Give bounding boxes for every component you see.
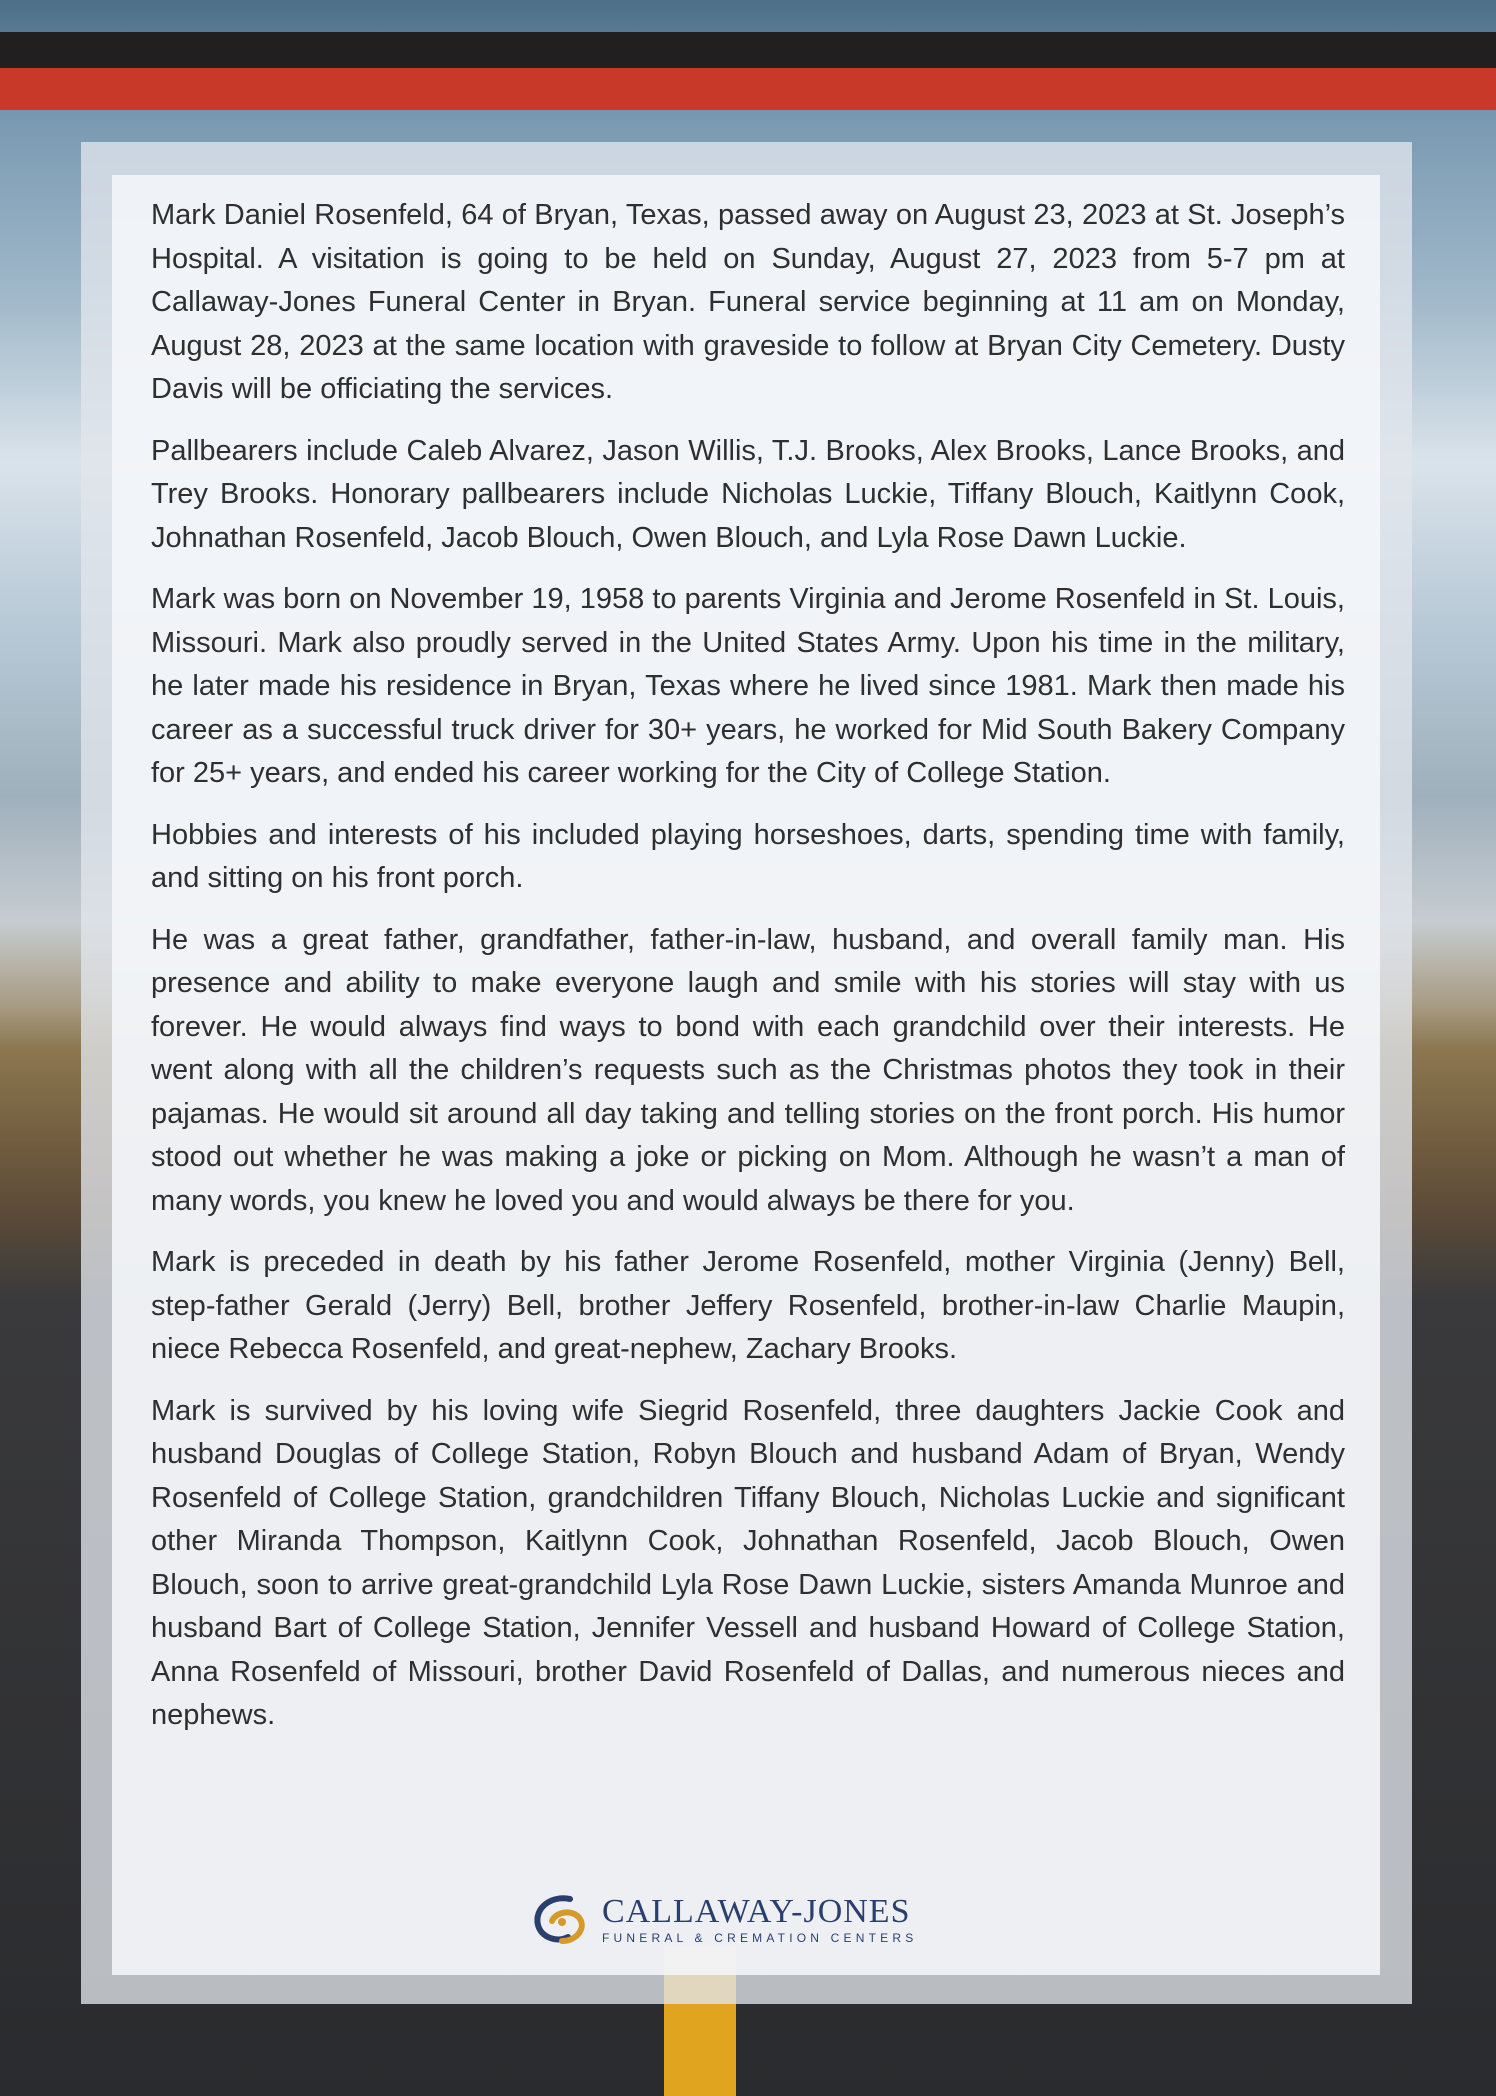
header-band-dark [0, 32, 1496, 68]
paragraph-preceded-in-death: Mark is preceded in death by his father Jerome Rosenfeld, mother Virginia (Jenny) Bell, step-father Gerald (Jerry) Bell, brother Jeffery Rosenfeld, brother-in-law Charlie Maupin, niece Rebecca Rosenfeld, and great-nephew, Zachary Brooks. [151, 1246, 1345, 1365]
swirl-logo-icon [530, 1891, 594, 1949]
paragraph-service-details: Mark Daniel Rosenfeld, 64 of Bryan, Texas, passed away on August 23, 2023 at St. Joseph’s Hospital. A visitation is going to be held on Sunday, August 27, 2023 from 5-7 pm at Callaway-Jones Funeral Center in Bryan. Funeral service beginning at 11 am on Monday, August 28, 2023 at the same location with graveside to follow at Bryan City Cemetery. Dusty Davis will be officiating the services. [151, 199, 1345, 405]
paragraph-family-man: He was a great father, grandfather, father-in-law, husband, and overall family man. His presence and ability to make everyone laugh and smile with his stories will stay with us forever. He would always find ways to bond with each grandchild over their interests. He went along with all the children’s requests such as the Christmas photos they took in their pajamas. He would sit around all day taking and telling stories on the front porch. His humor stood out whether he was making a joke or picking on Mom. Although he wasn’t a man of many words, you knew he loved you and would always be there for you. [151, 923, 1345, 1217]
paragraph-pallbearers: Pallbearers include Caleb Alvarez, Jason Willis, T.J. Brooks, Alex Brooks, Lance Brooks, and Trey Brooks. Honorary pallbearers include Nicholas Luckie, Tiffany Blouch, Kaitlynn Cook, Johnathan Rosenfeld, Jacob Blouch, Owen Blouch, and Lyla Rose Dawn Luckie. [151, 434, 1345, 554]
logo-name: CALLAWAY-JONES [602, 1893, 911, 1930]
obituary-text [151, 194, 1345, 1756]
paragraph-hobbies: Hobbies and interests of his included playing horseshoes, darts, spending time with family, and sitting on his front porch. [151, 818, 1345, 894]
callaway-jones-logo [530, 1890, 970, 1950]
header-band-red [0, 68, 1496, 110]
paragraph-biography: Mark was born on November 19, 1958 to parents Virginia and Jerome Rosenfeld in St. Louis, Missouri. Mark also proudly served in the United States Army. Upon his time in the military, he later made his residence in Bryan, Texas where he lived since 1981. Mark then made his career as a successful truck driver for 30+ years, he worked for Mid South Bakery Company for 25+ years, and ended his career working for the City of College Station. [151, 583, 1345, 789]
logo-tagline: FUNERAL & CREMATION CENTERS [602, 1931, 918, 1945]
paragraph-survivors: Mark is survived by his loving wife Siegrid Rosenfeld, three daughters Jackie Cook and husband Douglas of College Station, Robyn Blouch and husband Adam of Bryan, Wendy Rosenfeld of College Station, grandchildren Tiffany Blouch, Nicholas Luckie and significant other Miranda Thompson, Kaitlynn Cook, Johnathan Rosenfeld, Jacob Blouch, Owen Blouch, soon to arrive great-grandchild Lyla Rose Dawn Luckie, sisters Amanda Munroe and husband Bart of College Station, Jennifer Vessell and husband Howard of College Station, Anna Rosenfeld of Missouri, brother David Rosenfeld of Dallas, and numerous nieces and nephews. [151, 1394, 1345, 1731]
